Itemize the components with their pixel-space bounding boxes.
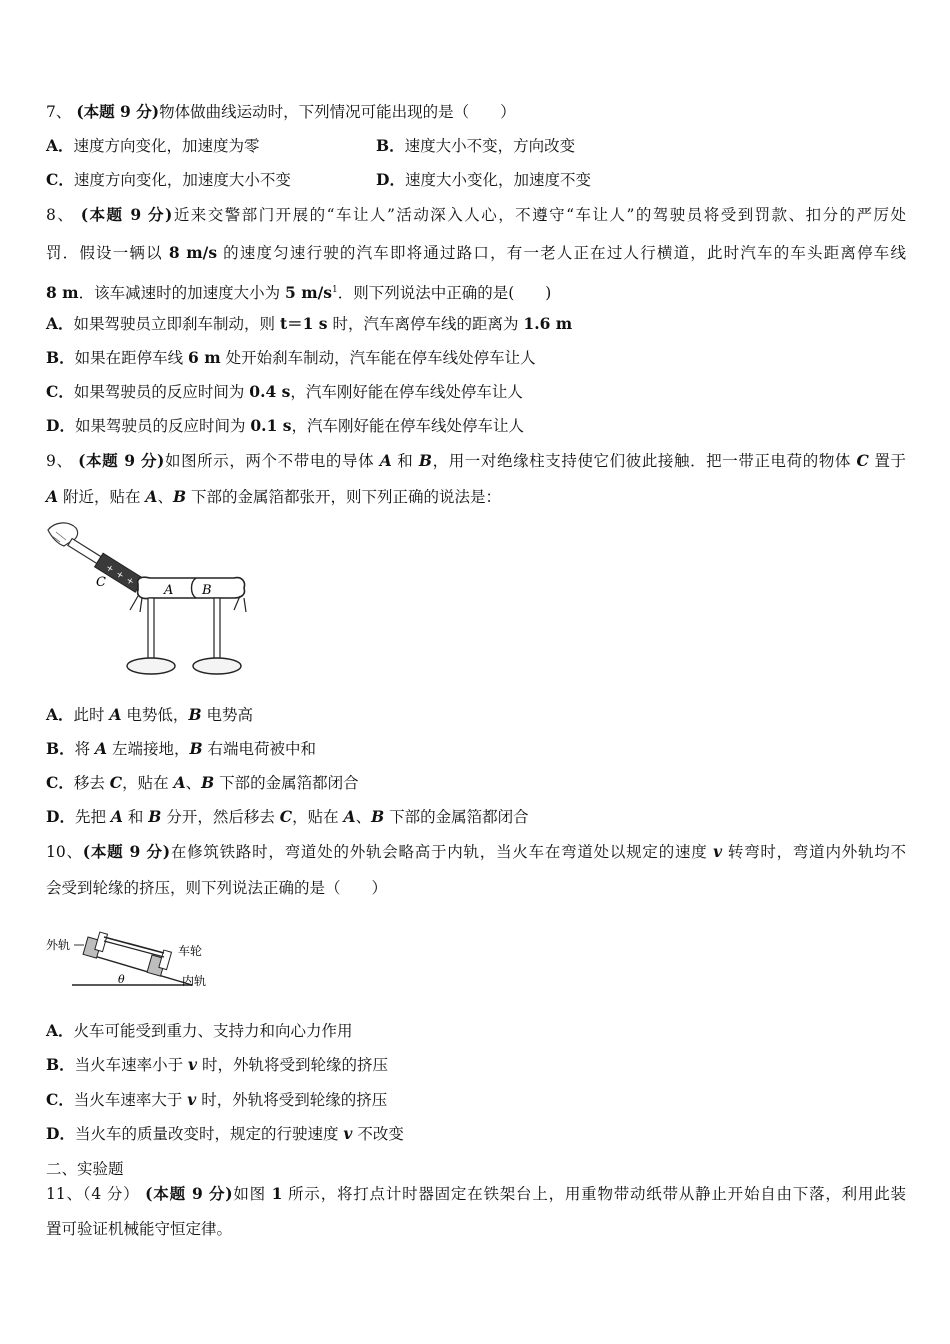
q10-line-1 [46,842,906,862]
option-text: 速度大小变化，加速度不变 [404,171,591,189]
option-var: B [371,807,385,826]
svg-text:+: + [123,575,136,588]
q9-option-b [46,739,316,759]
label-outer-rail: 外轨 [46,938,71,952]
q7-stem [46,102,516,122]
option-text: 时，外轨将受到轮缘的挤压 [196,1091,388,1109]
q8-text: 的速度匀速行驶的汽车即将通过路口，有一老人正在过人行横道，此时汽车的车头距离停车线 [217,244,906,262]
q10-option-c [46,1090,387,1110]
q7-text: 物体做曲线运动时，下列情况可能出现的是（ ） [159,103,516,121]
q10-option-d [46,1124,404,1144]
option-var: v [187,1090,197,1109]
option-value: 6 m [188,348,221,367]
q10-line-2 [46,878,387,898]
option-text: 右端电荷被中和 [202,740,317,758]
option-text: 时，汽车离停车线的距离为 [327,315,524,333]
option-text: 当火车速率小于 [74,1056,189,1074]
q8-number: 8、 [46,206,75,224]
option-label: D． [376,170,405,189]
q8-speed: 8 m/s [168,243,218,262]
option-text: 此时 [73,706,110,724]
rail-figure [44,915,214,993]
q9-option-d [46,807,529,827]
q8-line-1 [46,205,906,225]
option-label: D． [46,807,75,826]
q9-text: 、 [157,488,173,506]
base-a [127,658,175,674]
option-text: 分开，然后移去 [161,808,280,826]
q10-text: 在修筑铁路时，弯道处的外轨会略高于内轨，当火车在弯道处以规定的速度 [170,843,714,861]
var-c: C [856,451,869,470]
q9-option-c [46,773,359,793]
option-var: A [173,773,186,792]
option-label: B． [46,1055,75,1074]
option-text: ，汽车刚好能在停车线处停车让人 [290,383,523,401]
q9-option-a [46,705,253,725]
option-text: 将 [74,740,96,758]
q11-number: 11、 [46,1185,83,1203]
q9-tag: (本题 9 分) [78,451,165,470]
q9-line-1 [46,451,906,471]
q8-text: ．该车减速时的加速度大小为 [78,284,286,303]
q8-accel: 5 m/s [285,283,333,303]
var-a: A [46,487,59,506]
q10-text: 转弯时，弯道内外轨均不 [722,843,906,861]
option-var: C [279,807,293,826]
option-text: 、 [355,808,372,826]
q11-score: （4 分） [82,1185,140,1203]
conductor-figure [46,520,256,678]
option-var: B [148,807,162,826]
q8-distance: 8 m [46,283,79,303]
q10-option-a [46,1021,353,1041]
option-value: 0.4 s [249,382,291,401]
option-label: A． [46,314,74,333]
option-text: ，贴在 [122,774,174,792]
outer-wheel [83,929,107,959]
q10-text: 会受到轮缘的挤压，则下列说法正确的是（ ） [46,879,388,897]
option-label: A． [46,136,74,155]
q9-text: 附近，贴在 [62,488,146,506]
option-text: ，汽车刚好能在停车线处停车让人 [291,417,524,435]
q8-text: 罚．假设一辆以 [46,244,169,262]
option-text: 、 [185,774,202,792]
option-label: B． [46,739,75,758]
option-value: 1.6 m [523,314,573,333]
option-var: A [95,739,108,758]
option-var: B [189,739,203,758]
q7-option-a [46,136,260,156]
option-label: A． [46,1021,74,1040]
q11-fig-number: 1 [271,1184,283,1203]
q8-text: 近来交警部门开展的“车让人”活动深入人心，不遵守“车让人”的驾驶员将受到罚款、扣分的严厉处 [172,206,906,224]
q11-line-1 [46,1184,906,1204]
option-text: 电势高 [201,706,253,724]
q8-line-2 [46,243,906,263]
option-text: 火车可能受到重力、支持力和向心力作用 [73,1022,353,1040]
option-var: A [343,807,356,826]
option-text: 当火车的质量改变时，规定的行驶速度 [74,1125,344,1143]
q8-tag: (本题 9 分) [80,205,173,224]
q7-number: 7、 [46,103,72,121]
option-label: B． [376,136,405,155]
option-label: C． [46,170,74,189]
option-var: B [201,773,215,792]
axle [104,937,164,953]
q7-option-b [376,136,575,156]
q8-option-a [46,314,572,334]
q9-text: 置于 [868,452,907,470]
option-text: 和 [122,808,149,826]
option-label: B． [46,348,75,367]
option-text: 速度方向变化，加速度为零 [73,137,260,155]
label-inner-rail: 内轨 [182,974,207,988]
q9-text: 如图所示，两个不带电的导体 [164,452,380,470]
q9-number: 9、 [46,452,73,470]
q8-option-d [46,416,524,436]
q8-line-3 [46,280,551,303]
q9-line-2 [46,487,501,507]
option-var: C [109,773,123,792]
q7-option-d [376,170,591,190]
option-label: D． [46,416,75,435]
q8-option-b [46,348,536,368]
option-label: C． [46,1090,74,1109]
var-b: B [418,451,433,470]
q10-number: 10、 [46,843,83,861]
var-v: v [713,842,723,861]
q11-line-2 [46,1219,232,1239]
svg-text:+: + [103,562,116,576]
option-text: 时，外轨将受到轮缘的挤压 [197,1056,388,1074]
label-c: C [96,575,106,590]
option-text: 下部的金属箔都闭合 [384,808,529,826]
option-text: 左端接地， [107,740,190,758]
stand-b [214,598,220,664]
q11-text: 置可验证机械能守恒定律。 [46,1220,233,1238]
option-text: 当火车速率大于 [73,1091,188,1109]
option-label: C． [46,773,74,792]
option-var: B [188,705,202,724]
var-a: A [379,451,392,470]
q11-tag: (本题 9 分) [145,1184,233,1203]
option-text: 先把 [74,808,111,826]
q9-text: 下部的金属箔都张开，则下列正确的说法是： [186,488,501,506]
label-wheel: 车轮 [178,944,203,958]
foil-a [130,596,142,612]
q8-option-c [46,382,523,402]
incline-line [84,953,192,985]
option-var: A [110,807,123,826]
q10-tag: (本题 9 分) [82,842,171,861]
option-text: 速度大小不变，方向改变 [404,137,576,155]
option-var: A [109,705,122,724]
q8-accel-sup: 1 [332,285,338,295]
option-text: 如果驾驶员的反应时间为 [74,417,251,435]
q11-text: 所示，将打点计时器固定在铁架台上，用重物带动纸带从静止开始自由下落，利用此装 [282,1185,906,1203]
q7-tag: (本题 9 分) [76,102,160,121]
option-var: v [188,1055,198,1074]
option-text: 如果驾驶员立即刹车制动，则 [73,315,280,333]
option-var: v [343,1124,353,1143]
axle-lower [104,941,164,957]
label-a: A [164,583,174,598]
option-label: C． [46,382,74,401]
option-value: t＝1 s [279,314,328,333]
q9-text: ，用一对绝缘柱支持使它们彼此接触．把一带正电荷的物体 [432,452,857,470]
stand-a [148,598,154,664]
option-text: 移去 [73,774,110,792]
option-text: 不改变 [352,1125,404,1143]
section-title: 二、实验题 [46,1160,124,1178]
option-text: 如果在距停车线 [74,349,189,367]
q10-option-b [46,1055,388,1075]
q8-text: ．则下列说法中正确的是( ) [337,284,552,303]
label-b: B [202,583,212,598]
option-text: ，贴在 [292,808,344,826]
option-text: 速度方向变化，加速度大小不变 [73,171,291,189]
q7-option-c [46,170,291,190]
q11-text: 如图 [232,1185,272,1203]
base-b [193,658,241,674]
q9-text: 和 [391,452,419,470]
option-text: 如果驾驶员的反应时间为 [73,383,250,401]
option-text: 处开始刹车制动，汽车能在停车线处停车让人 [220,349,536,367]
label-theta: θ [118,973,125,986]
option-label: A． [46,705,74,724]
var-a: A [145,487,158,506]
option-text: 电势低， [121,706,189,724]
var-b: B [172,487,187,506]
option-text: 下部的金属箔都闭合 [214,774,359,792]
svg-text:+: + [113,569,126,582]
option-value: 0.1 s [250,416,292,435]
option-label: D． [46,1124,75,1143]
